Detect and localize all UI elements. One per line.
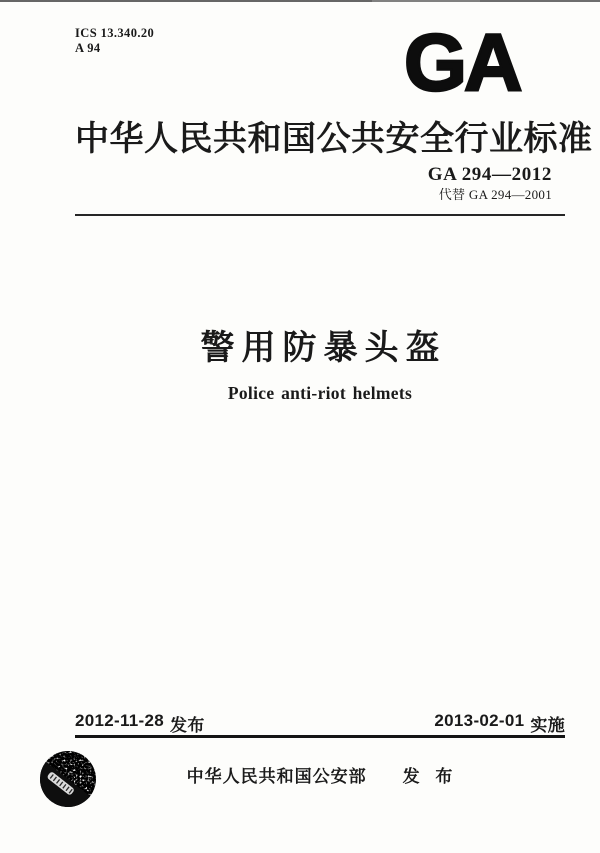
publish-action-label: 发 布	[402, 767, 454, 786]
publisher-row	[75, 762, 565, 787]
issue-label: 发布	[170, 716, 205, 735]
class-code: A 94	[75, 41, 101, 55]
page-title-english: Police anti-riot helmets	[227, 383, 413, 403]
standard-number: GA 294—2012	[427, 164, 552, 185]
date-row	[75, 711, 565, 736]
ics-code: ICS 13.340.20	[75, 26, 155, 40]
issue-date: 2012-11-28	[75, 711, 165, 730]
ga-logo: GA	[404, 18, 520, 108]
implement-date-pair	[434, 711, 565, 736]
scan-edge-line	[0, 0, 600, 2]
page-title: 警用防暴头盔	[200, 329, 447, 367]
footer-divider	[75, 735, 565, 738]
header-divider	[75, 214, 565, 216]
implement-date: 2013-02-01	[434, 711, 525, 730]
implement-label: 实施	[530, 716, 565, 735]
ink-stamp-icon	[36, 748, 100, 812]
replaces-note: 代替 GA 294—2001	[438, 186, 552, 202]
standard-body-title: 中华人民共和国公共安全行业标准	[75, 120, 593, 158]
publisher-name: 中华人民共和国公安部	[186, 767, 367, 786]
issue-date-pair	[75, 711, 205, 736]
standard-number-block	[428, 165, 552, 202]
ics-classification	[75, 26, 154, 56]
